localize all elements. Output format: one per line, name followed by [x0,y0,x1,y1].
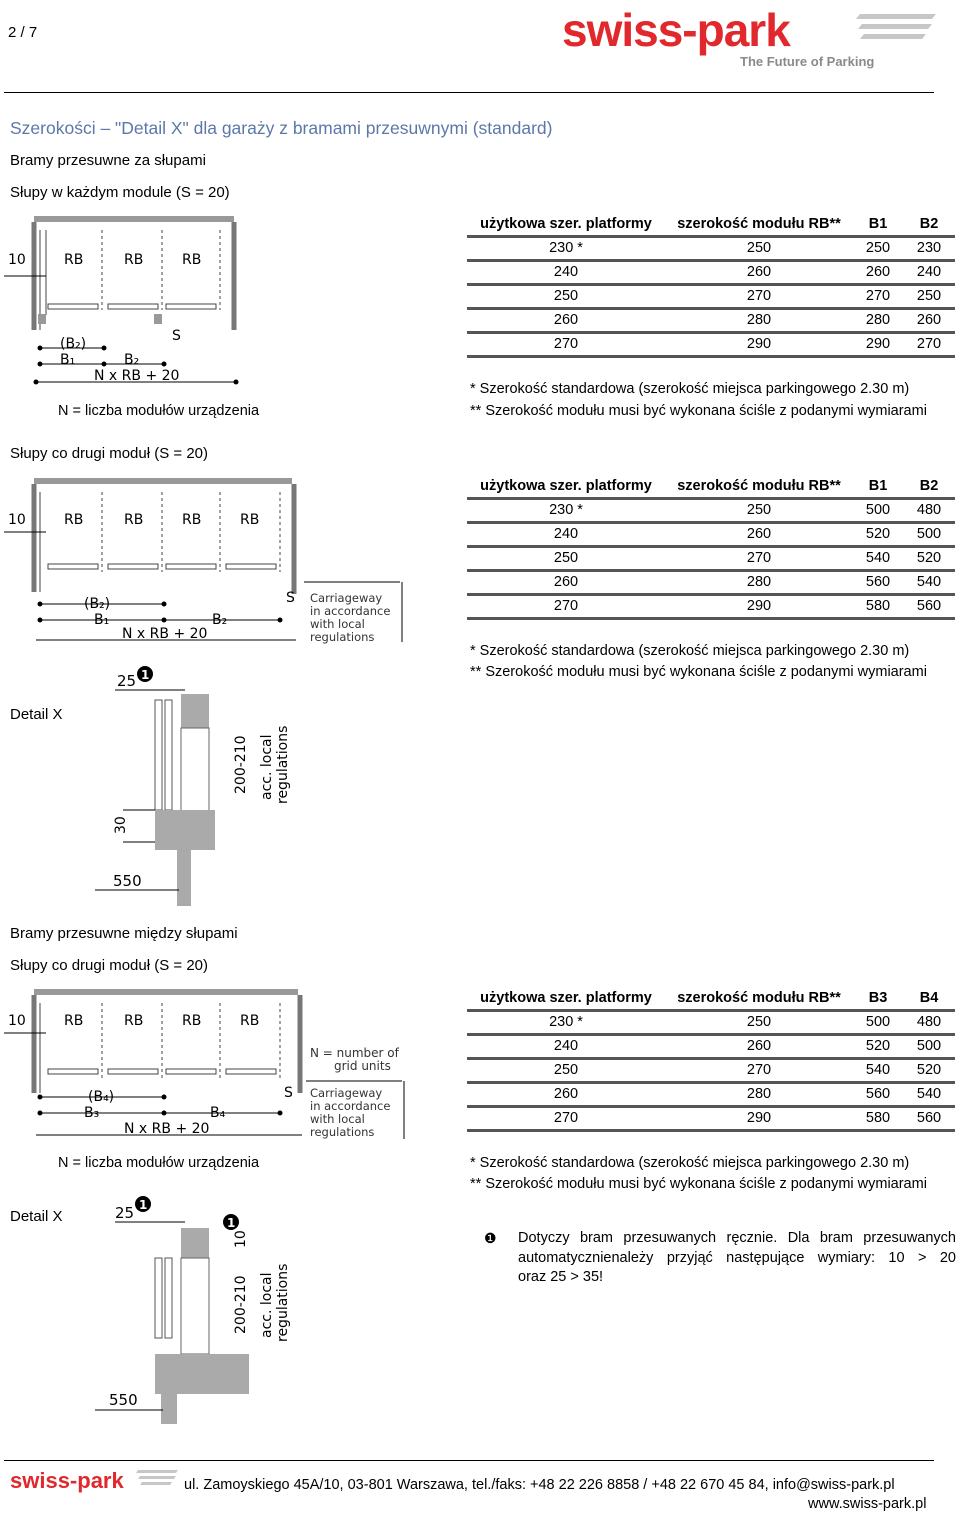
svg-text:regulations: regulations [275,725,291,804]
svg-text:S: S [284,1085,293,1101]
svg-text:RB: RB [182,1013,202,1029]
svg-text:grid units: grid units [334,1059,391,1073]
table-block3 [467,988,955,1132]
layout-diagram-2 [4,472,414,647]
table-row: 230 * 250 250 230 [467,236,955,260]
svg-text:with local: with local [310,617,365,631]
table-row: 240 260 520 500 [467,522,955,546]
svg-text:RB: RB [64,512,84,528]
svg-text:acc. local: acc. local [259,734,275,800]
caption-n: N = liczba modułów urządzenia [58,1155,260,1171]
table-row: 250 270 270 250 [467,284,955,308]
svg-text:B₂: B₂ [212,612,228,628]
svg-text:25: 25 [117,672,137,690]
table-block2 [467,476,955,620]
table-row: 240 260 520 500 [467,1034,955,1058]
table-row: 250 270 540 520 [467,1058,955,1082]
swiss-park-logo [560,6,940,76]
svg-text:in accordance: in accordance [310,1099,391,1113]
detail-x-diagram-1 [95,660,305,910]
note-standard-width: * Szerokość standardowa (szerokość miejsca parkingowego 2.30 m) [470,381,910,397]
footnote-text: Dotyczy bram przesuwanych ręcznie. Dla bram przesuwanych automatycznienależy przyjąć następujące wymiary: 10 > 20 oraz 25 > 35! [518,1230,956,1285]
header-divider [4,92,934,93]
layout-diagram-3 [4,983,414,1143]
page-number: 2 / 7 [8,24,38,41]
table-header-row: użytkowa szer. platformy szerokość modułu RB** B3 B4 [467,988,955,1010]
caption-n: N = liczba modułów urządzenia [58,403,260,419]
svg-text:S: S [172,328,181,344]
svg-text:(B₂): (B₂) [60,336,87,352]
svg-text:RB: RB [124,252,144,268]
table-row: 250 270 540 520 [467,546,955,570]
note-standard-width: * Szerokość standardowa (szerokość miejsca parkingowego 2.30 m) [470,1155,910,1171]
svg-text:in accordance: in accordance [310,604,391,618]
footer-website[interactable]: www.swiss-park.pl [808,1496,927,1512]
svg-text:RB: RB [124,512,144,528]
svg-text:N = number of: N = number of [310,1046,399,1060]
svg-text:550: 550 [109,1391,138,1409]
svg-text:1: 1 [139,1198,148,1212]
svg-text:(B₄): (B₄) [88,1089,115,1105]
svg-text:Carriageway: Carriageway [310,591,383,605]
dim-10: 10 [8,252,26,268]
svg-text:RB: RB [124,1013,144,1029]
svg-text:B₁: B₁ [94,612,110,628]
svg-text:10: 10 [8,1013,26,1029]
page-title: Szerokości – "Detail X" dla garaży z bramami przesuwnymi (standard) [10,118,553,138]
svg-text:B₁: B₁ [60,352,76,368]
footer-divider [4,1460,934,1461]
block2-subheading: Słupy co drugi moduł (S = 20) [10,445,209,462]
svg-text:(B₂): (B₂) [84,596,111,612]
table-row: 260 280 560 540 [467,1082,955,1106]
svg-text:B₃: B₃ [84,1105,100,1121]
table-header-row: użytkowa szer. platformy szerokość modułu RB** B1 B2 [467,476,955,498]
svg-text:regulations: regulations [310,1125,375,1139]
svg-text:RB: RB [64,252,84,268]
svg-text:1: 1 [227,1216,236,1230]
table-row: 270 290 290 270 [467,332,955,356]
svg-text:10: 10 [8,512,26,528]
section2-heading: Bramy przesuwne między słupami [10,925,238,942]
logo-tagline: The Future of Parking [740,54,875,69]
svg-text:swiss-park: swiss-park [562,6,790,56]
svg-text:N x RB + 20: N x RB + 20 [94,368,180,384]
table-row: 260 280 560 540 [467,570,955,594]
section1-heading: Bramy przesuwne za słupami [10,152,206,169]
footer-address: ul. Zamoyskiego 45A/10, 03-801 Warszawa, tel./faks: +48 22 226 8858 / +48 22 670 45 84, info@swiss-park.pl [184,1477,895,1493]
table-row: 230 * 250 500 480 [467,498,955,522]
svg-text:Carriageway: Carriageway [310,1086,383,1100]
svg-text:S: S [286,590,295,606]
svg-text:30: 30 [113,816,129,834]
table-row: 230 * 250 500 480 [467,1010,955,1034]
block1-subheading: Słupy w każdym module (S = 20) [10,184,230,201]
svg-text:RB: RB [240,1013,260,1029]
detail-x-label: Detail X [10,1208,63,1225]
svg-text:RB: RB [182,512,202,528]
detail-x-label: Detail X [10,706,63,723]
svg-text:regulations: regulations [275,1263,291,1342]
svg-text:with local: with local [310,1112,365,1126]
svg-text:RB: RB [182,252,202,268]
table-header-row: użytkowa szer. platformy szerokość modułu RB** B1 B2 [467,214,955,236]
table-row: 270 290 580 560 [467,1106,955,1130]
footnote-marker-icon: ❶ [484,1230,497,1246]
svg-text:200-210: 200-210 [233,735,249,794]
svg-text:N x RB + 20: N x RB + 20 [124,1121,210,1137]
svg-text:B₂: B₂ [124,352,140,368]
note-module-width: ** Szerokość modułu musi być wykonana ściśle z podanymi wymiarami [470,664,927,680]
svg-text:10: 10 [233,1230,249,1248]
detail-x-diagram-2 [95,1188,305,1428]
svg-text:acc. local: acc. local [259,1272,275,1338]
svg-text:regulations: regulations [310,630,375,644]
svg-text:RB: RB [240,512,260,528]
svg-text:1: 1 [141,668,150,682]
section2-subheading: Słupy co drugi moduł (S = 20) [10,957,209,974]
svg-text:200-210: 200-210 [233,1275,249,1334]
svg-text:swiss-park: swiss-park [10,1468,124,1493]
layout-diagram-1 [4,210,244,390]
svg-text:25: 25 [115,1204,135,1222]
svg-text:B₄: B₄ [210,1105,226,1121]
table-row: 270 290 580 560 [467,594,955,618]
note-standard-width: * Szerokość standardowa (szerokość miejsca parkingowego 2.30 m) [470,643,910,659]
note-module-width: ** Szerokość modułu musi być wykonana ściśle z podanymi wymiarami [470,403,927,419]
footer-logo [10,1466,180,1494]
note-module-width: ** Szerokość modułu musi być wykonana ściśle z podanymi wymiarami [470,1176,927,1192]
table-row: 240 260 260 240 [467,260,955,284]
table-row: 260 280 280 260 [467,308,955,332]
svg-text:N x RB + 20: N x RB + 20 [122,626,208,642]
svg-text:550: 550 [113,872,142,890]
table-block1 [467,214,955,358]
svg-text:RB: RB [64,1013,84,1029]
